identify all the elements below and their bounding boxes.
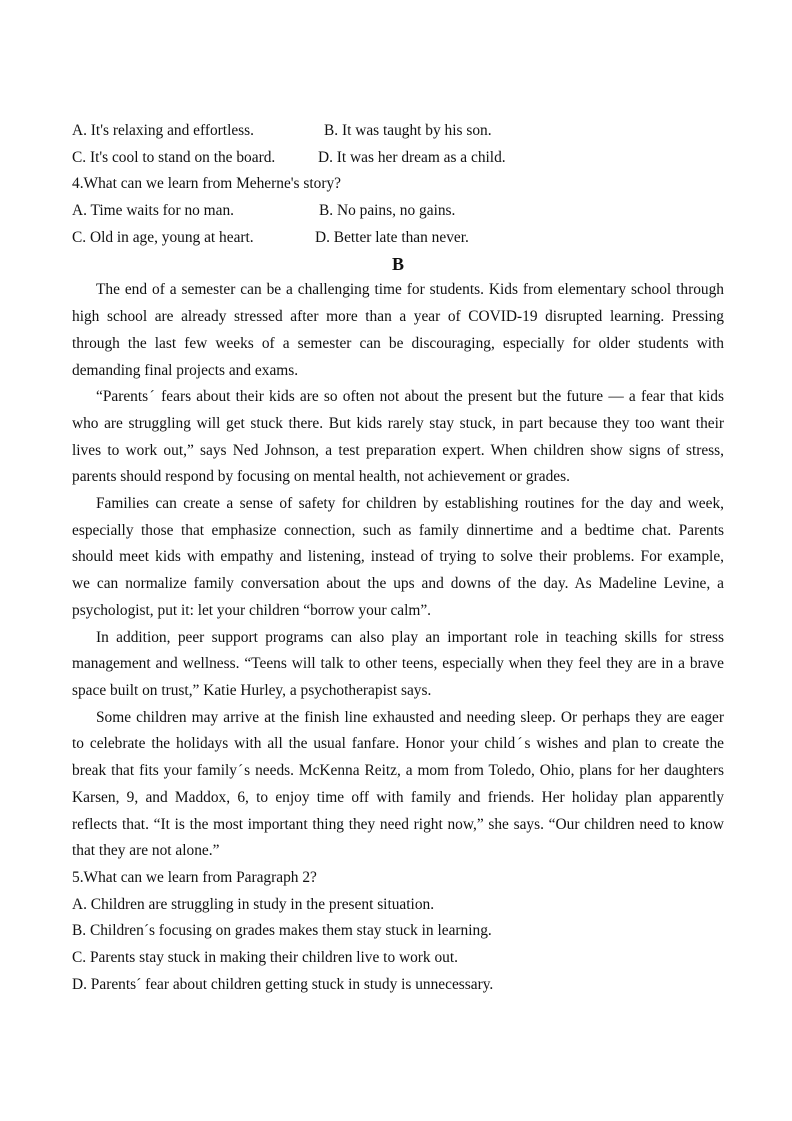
paragraph-3-line: we can normalize family conversation about the ups and downs of the day. As Madeline Levine, a — [72, 575, 724, 593]
paragraph-5-line: reflects that. “It is the most important thing they need right now,” she says. “Our children need to know — [72, 815, 724, 833]
paragraph-5-line: Karsen, 9, and Maddox, 6, to enjoy time off with family and friends. Her holiday plan apparently — [72, 788, 724, 806]
q5-option-b: B. Childrenˊs focusing on grades makes them stay stuck in learning. — [72, 922, 492, 940]
q4-option-d: D. Better late than never. — [315, 228, 469, 246]
paragraph-5-line: that they are not alone.” — [72, 842, 220, 860]
paragraph-5-line: Some children may arrive at the finish line exhausted and needing sleep. Or perhaps they are eager — [96, 708, 724, 726]
paragraph-1-line: through the last few weeks of a semester can be discouraging, especially for older students with — [72, 334, 724, 352]
passage-paragraph-1 — [72, 277, 724, 384]
paragraph-3-line: should meet kids with empathy and listening, instead of trying to solve their problems. For example, — [72, 548, 724, 566]
passage-paragraph-4 — [72, 625, 724, 705]
paragraph-4-line: In addition, peer support programs can also play an important role in teaching skills for stress — [96, 628, 724, 646]
q5-option-d: D. Parentsˊ fear about children getting stuck in study is unnecessary. — [72, 975, 494, 993]
paragraph-3-line: Families can create a sense of safety for children by establishing routines for the day and week, — [96, 495, 724, 513]
paragraph-1-line: high school are already stressed after more than a year of COVID-19 disrupted learning. Pressing — [72, 308, 724, 326]
passage-paragraph-5 — [72, 705, 724, 865]
document-page — [72, 118, 724, 998]
q5-option-c: C. Parents stay stuck in making their children live to work out. — [72, 948, 458, 966]
q3-option-d: D. It was her dream as a child. — [318, 148, 506, 166]
paragraph-2-line: parents should respond by focusing on mental health, not achievement or grades. — [72, 468, 570, 486]
paragraph-5-line: break that fits your familyˊs needs. McKenna Reitz, a mom from Toledo, Ohio, plans for her daughters — [72, 762, 724, 780]
paragraph-5-line: to celebrate the holidays with all the usual fanfare. Honor your childˊs wishes and plan to create the — [72, 735, 724, 753]
paragraph-1-line: demanding final projects and exams. — [72, 361, 299, 379]
paragraph-2-line: “Parentsˊ fears about their kids are so often not about the present but the future — a fear that kids — [96, 388, 724, 406]
q3-option-c: C. It's cool to stand on the board. — [72, 148, 276, 166]
q4-option-b: B. No pains, no gains. — [319, 202, 456, 220]
passage-paragraph-2 — [72, 384, 724, 491]
q4-option-a: A. Time waits for no man. — [72, 202, 235, 220]
q4-options-row-1 — [72, 198, 724, 225]
q4-option-c: C. Old in age, young at heart. — [72, 228, 254, 246]
paragraph-4-line: space built on trust,” Katie Hurley, a psychotherapist says. — [72, 681, 432, 699]
q4-options-row-2 — [72, 225, 724, 252]
paragraph-2-line: lives to work out,” says Ned Johnson, a test preparation expert. When children show signs of stress, — [72, 441, 724, 459]
passage-paragraph-3 — [72, 491, 724, 625]
section-b-title: B — [391, 254, 404, 275]
q5-stem: 5.What can we learn from Paragraph 2? — [72, 868, 317, 886]
paragraph-4-line: management and wellness. “Teens will talk to other teens, especially when they feel they are in a brave — [72, 655, 724, 673]
q5-option-a: A. Children are struggling in study in the present situation. — [72, 895, 435, 913]
q3-option-a: A. It's relaxing and effortless. — [72, 122, 254, 139]
paragraph-3-line: psychologist, put it: let your children “borrow your calm”. — [72, 601, 432, 619]
paragraph-1-line: The end of a semester can be a challenging time for students. Kids from elementary school through — [96, 281, 724, 299]
paragraph-2-line: who are struggling will get stuck there. But kids rarely stay stuck, in part because they too want their — [72, 414, 724, 432]
paragraph-3-line: especially those that emphasize connection, such as family dinnertime and a bedtime chat. Parents — [72, 521, 724, 539]
q4-stem: 4.What can we learn from Meherne's story? — [72, 175, 342, 193]
q3-options-row-1 — [72, 118, 724, 145]
q3-option-b: B. It was taught by his son. — [324, 122, 492, 139]
q3-options-row-2 — [72, 145, 724, 172]
